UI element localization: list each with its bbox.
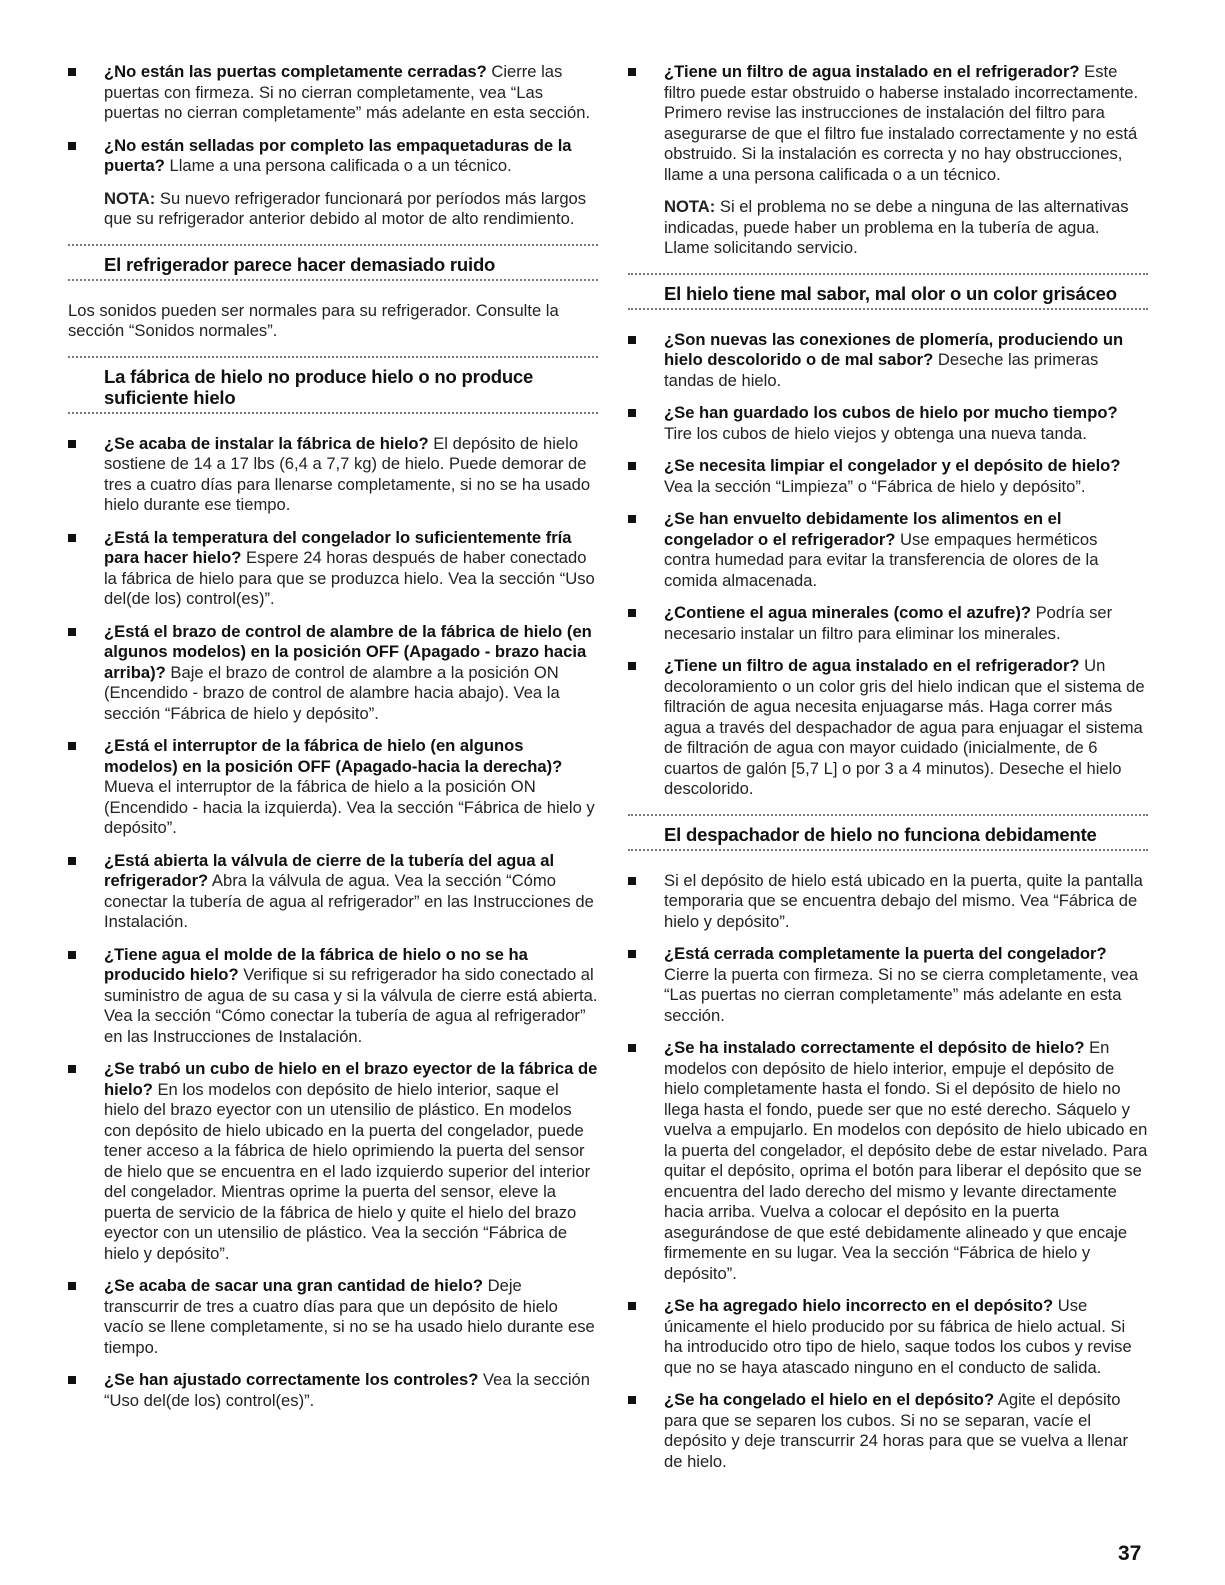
list-item: ¿No están selladas por completo las empaquetaduras de la puerta? Llame a una persona calificada o a un técnico. [68,136,598,177]
bullet-icon [68,440,76,448]
bullet-icon [68,1065,76,1073]
bullet-icon [68,142,76,150]
bullet-icon [68,1282,76,1290]
list-item: ¿Está el interruptor de la fábrica de hielo (en algunos modelos) en la posición OFF (Apagado-hacia la derecha)? Mueva el interruptor de la fábrica de hielo a la posición ON (Encendido - hacia la izquierda). Vea la sección “Fábrica de hielo y depósito”. [68,736,598,839]
bullet-icon [628,950,636,958]
note: NOTA: Su nuevo refrigerador funcionará por períodos más largos que su refrigerador anterior debido al motor de alto rendimiento. [104,188,587,228]
bullet-icon [68,1376,76,1384]
bullet-icon [628,877,636,885]
list-item: ¿Se necesita limpiar el congelador y el depósito de hielo? Vea la sección “Limpieza” o “Fábrica de hielo y depósito”. [628,456,1148,497]
bullet-icon [68,951,76,959]
bullet-icon [628,409,636,417]
list-item: ¿Se han envuelto debidamente los alimentos en el congelador o el refrigerador? Use empaques herméticos contra humedad para evitar la transferencia de olores de la comida almacenada. [628,509,1148,591]
list-item: ¿Se han guardado los cubos de hielo por mucho tiempo? Tire los cubos de hielo viejos y obtenga una nueva tanda. [628,403,1148,444]
list-item: ¿Se acaba de sacar una gran cantidad de hielo? Deje transcurrir de tres a cuatro días para que un depósito de hielo vacío se llene completamente, si no se ha usado hielo durante ese tiempo. [68,1276,598,1358]
bullet-icon [628,609,636,617]
section-title: La fábrica de hielo no produce hielo o no produce suficiente hielo [104,365,534,408]
bullet-icon [628,1396,636,1404]
list-item: ¿Se ha instalado correctamente el depósito de hielo? En modelos con depósito de hielo interior, empuje el depósito de hielo completamente hasta el fondo. Si el depósito de hielo no llega hasta el fondo, puede ser que no esté derecho. Sáquelo y vuelva a empujarlo. En modelos con depósito de hielo ubicado en la puerta del congelador, el depósito debe de estar nivelado. Para quitar el depósito, oprima el botón para liberar el depósito que se encuentra del lado derecho del mismo y levante directamente hacia arriba. Vuelva a colocar el depósito en la puerta asegurándose de que esté debidamente alineado y que encaje firmemente en su lugar. Vea la sección “Fábrica de hielo y depósito”. [628,1038,1148,1284]
page-number: 37 [1118,1542,1142,1565]
list-item: ¿No están las puertas completamente cerradas? Cierre las puertas con firmeza. Si no cierran completamente, vea “Las puertas no cierran completamente” más adelante en esta sección. [68,62,598,124]
bullet-icon [628,1302,636,1310]
list-item: ¿Está la temperatura del congelador lo suficientemente fría para hacer hielo? Espere 24 horas después de haber conectado la fábrica de hielo para que se produzca hielo. Vea la sección “Uso del(de los) control(es)”. [68,528,598,610]
divider [68,412,598,416]
list-item: ¿Se han ajustado correctamente los controles? Vea la sección “Uso del(de los) control(es)”. [68,1370,598,1411]
list-item: ¿Está el brazo de control de alambre de la fábrica de hielo (en algunos modelos) en la posición OFF (Apagado - brazo hacia arriba)? Baje el brazo de control de alambre a la posición ON (Encendido - brazo de control de alambre hacia abajo). Vea la sección “Fábrica de hielo y depósito”. [68,622,598,725]
list-item: ¿Contiene el agua minerales (como el azufre)? Podría ser necesario instalar un filtro para eliminar los minerales. [628,603,1148,644]
list-item: ¿Son nuevas las conexiones de plomería, produciendo un hielo descolorido o de mal sabor? Deseche las primeras tandas de hielo. [628,330,1148,392]
bullet-icon [68,534,76,542]
section-taste-header [628,273,1148,312]
section-dispenser-header [628,814,1148,853]
section-title: El despachador de hielo no funciona debidamente [664,823,1097,845]
list-item: ¿Se trabó un cubo de hielo en el brazo eyector de la fábrica de hielo? En los modelos con depósito de hielo interior, saque el hielo del brazo eyector con un utensilio de plástico. En modelos con depósito de hielo ubicado en la puerta del congelador, puede tener acceso a la fábrica de hielo oprimiendo la puerta del sensor de hielo que se encuentra en el lado izquierdo superior del interior del congelador. Mientras oprime la puerta del sensor, eleve la puerta de servicio de la fábrica de hielo y quite el hielo del brazo eyector con un utensilio de plástico. Vea la sección “Fábrica de hielo y depósito”. [68,1059,598,1264]
list-item: ¿Se ha agregado hielo incorrecto en el depósito? Use únicamente el hielo producido por su fábrica de hielo actual. Si ha introducido otro tipo de hielo, saque todos los cubos y revise que no se haya atascado ninguno en el conducto de salida. [628,1296,1148,1378]
paragraph: Los sonidos pueden ser normales para su refrigerador. Consulte la sección “Sonidos normales”. [68,300,559,340]
section-ice-header [68,356,598,416]
bullet-icon [68,628,76,636]
list-item: Si el depósito de hielo está ubicado en la puerta, quite la pantalla temporaria que se encuentra debajo del mismo. Vea “Fábrica de hielo y depósito”. [628,871,1148,933]
bullet-icon [68,857,76,865]
list-item: ¿Se ha congelado el hielo en el depósito? Agite el depósito para que se separen los cubos. Si no se separan, vacíe el depósito y deje transcurrir 24 horas para que se vuelva a llenar de hielo. [628,1390,1148,1472]
bullet-icon [628,68,636,76]
divider [628,849,1148,853]
divider [68,279,598,283]
list-item: ¿Tiene un filtro de agua instalado en el refrigerador? Este filtro puede estar obstruido o haberse instalado incorrectamente. Primero revise las instrucciones de instalación del filtro para asegurarse de que el filtro fue instalado correctamente y no está obstruido. Si la instalación es correcta y no hay obstrucciones, llame a una persona calificada o a un técnico. [628,62,1148,185]
list-item: ¿Está cerrada completamente la puerta del congelador? Cierre la puerta con firmeza. Si no se cierra completamente, vea “Las puertas no cierran completamente” más adelante en esta sección. [628,944,1148,1026]
bullet-icon [628,515,636,523]
section-title: El refrigerador parece hacer demasiado ruido [104,253,496,275]
right-column [628,62,1148,1484]
left-column [68,62,598,1423]
bullet-icon [628,462,636,470]
list-item: ¿Se acaba de instalar la fábrica de hielo? El depósito de hielo sostiene de 14 a 17 lbs (6,4 a 7,7 kg) de hielo. Puede demorar de tres a cuatro días para llenarse completamente, si no se ha usado hielo durante ese tiempo. [68,434,598,516]
section-noise-header [68,244,598,283]
bullet-icon [628,662,636,670]
list-item: ¿Está abierta la válvula de cierre de la tubería del agua al refrigerador? Abra la válvula de agua. Vea la sección “Cómo conectar la tubería de agua al refrigerador” en las Instrucciones de Instalación. [68,851,598,933]
bullet-icon [628,336,636,344]
list-item: ¿Tiene un filtro de agua instalado en el refrigerador? Un decoloramiento o un color gris del hielo indican que el sistema de filtración de agua necesita enjuagarse más. Haga correr más agua a través del despachador de agua para enjuagar el sistema de filtración de agua con mayor cuidado (inicialmente, de 6 cuartos de galón [5,7 L] o por 3 a 4 minutos). Deseche el hielo descolorido. [628,656,1148,800]
divider [628,308,1148,312]
bullet-icon [68,742,76,750]
section-title: El hielo tiene mal sabor, mal olor o un color grisáceo [664,282,1117,304]
bullet-icon [68,68,76,76]
bullet-icon [628,1044,636,1052]
note: NOTA: Si el problema no se debe a ninguna de las alternativas indicadas, puede haber un problema en la tubería de agua. Llame solicitando servicio. [664,197,1129,257]
list-item: ¿Tiene agua el molde de la fábrica de hielo o no se ha producido hielo? Verifique si su refrigerador ha sido conectado al suministro de agua de su casa y si la válvula de cierre está abierta. Vea la sección “Cómo conectar la tubería de agua al refrigerador” en las Instrucciones de Instalación. [68,945,598,1048]
